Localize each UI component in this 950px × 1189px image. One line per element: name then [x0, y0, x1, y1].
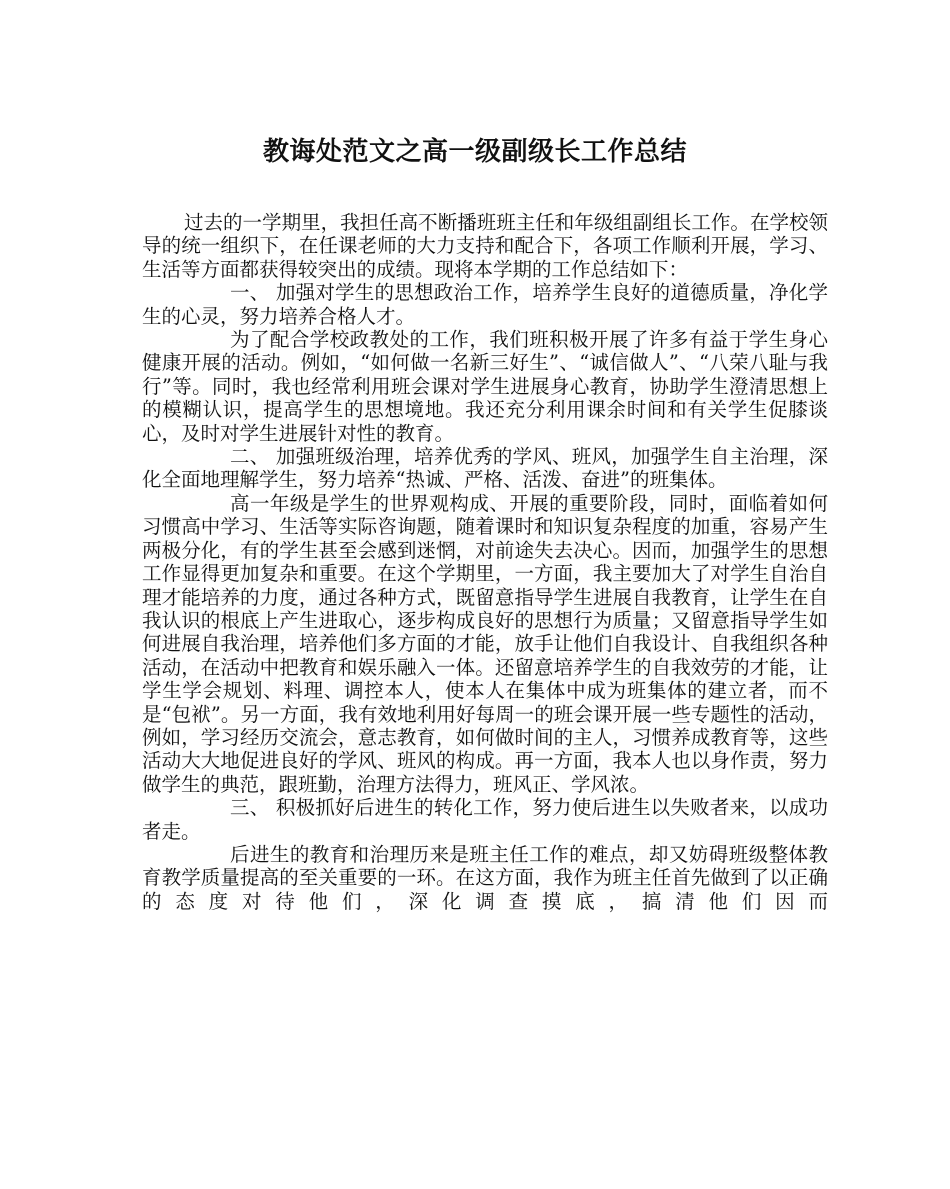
paragraph-intro: 过去的一学期里，我担任高不断播班班主任和年级组副组长工作。在学校领导的统一组织下，在任课老师的大力支持和配合下，各项工作顺利开展，学习、生活等方面都获得较突出的成绩。现将本学期的工作总结如下：: [142, 211, 828, 281]
paragraph-section-1: 为了配合学校政教处的工作，我们班积极开展了许多有益于学生身心健康开展的活动。例如，“如何做一名新三好生”、“诚信做人”、“八荣八耻与我行”等。同时，我也经常利用班会课对学生进展身心教育，协助学生澄清思想上的模糊认识，提高学生的思想境地。我还充分利用课余时间和有关学生促膝谈心，及时对学生进展针对性的教育。: [142, 328, 828, 445]
document-body: [142, 211, 828, 913]
section-heading-2: 二、 加强班级治理，培养优秀的学风、班风，加强学生自主治理，深化全面地理解学生，努力培养“热诚、严格、活泼、奋进”的班集体。: [142, 445, 828, 492]
paragraph-section-3: 后进生的教育和治理历来是班主任工作的难点，却又妨碍班级整体教育教学质量提高的至关重要的一环。在这方面，我作为班主任首先做到了以正确的态度对待他们，深化调查摸底，搞清他们因而: [142, 842, 828, 913]
paragraph-section-2: 高一年级是学生的世界观构成、开展的重要阶段，同时，面临着如何习惯高中学习、生活等实际咨询题，随着课时和知识复杂程度的加重，容易产生两极分化，有的学生甚至会感到迷惘，对前途失去决心。因而，加强学生的思想工作显得更加复杂和重要。在这个学期里，一方面，我主要加大了对学生自治自理才能培养的力度，通过各种方式，既留意指导学生进展自我教育，让学生在自我认识的根底上产生进取心，逐步构成良好的思想行为质量；又留意指导学生如何进展自我治理，培养他们多方面的才能，放手让他们自我设计、自我组织各种活动，在活动中把教育和娱乐融入一体。还留意培养学生的自我效劳的才能，让学生学会规划、料理、调控本人，使本人在集体中成为班集体的建立者，而不是“包袱”。另一方面，我有效地利用好每周一的班会课开展一些专题性的活动，例如，学习经历交流会，意志教育，如何做时间的主人，习惯养成教育等，这些活动大大地促进良好的学风、班风的构成。再一方面，我本人也以身作责，努力做学生的典范，跟班勤，治理方法得力，班风正、学风浓。: [142, 491, 828, 796]
section-heading-1: 一、 加强对学生的思想政治工作，培养学生良好的道德质量，净化学生的心灵，努力培养合格人才。: [142, 281, 828, 328]
document-title: 教诲处范文之高一级副级长工作总结: [262, 137, 687, 167]
section-heading-3: 三、 积极抓好后进生的转化工作，努力使后进生以失败者来，以成功者走。: [142, 796, 828, 843]
